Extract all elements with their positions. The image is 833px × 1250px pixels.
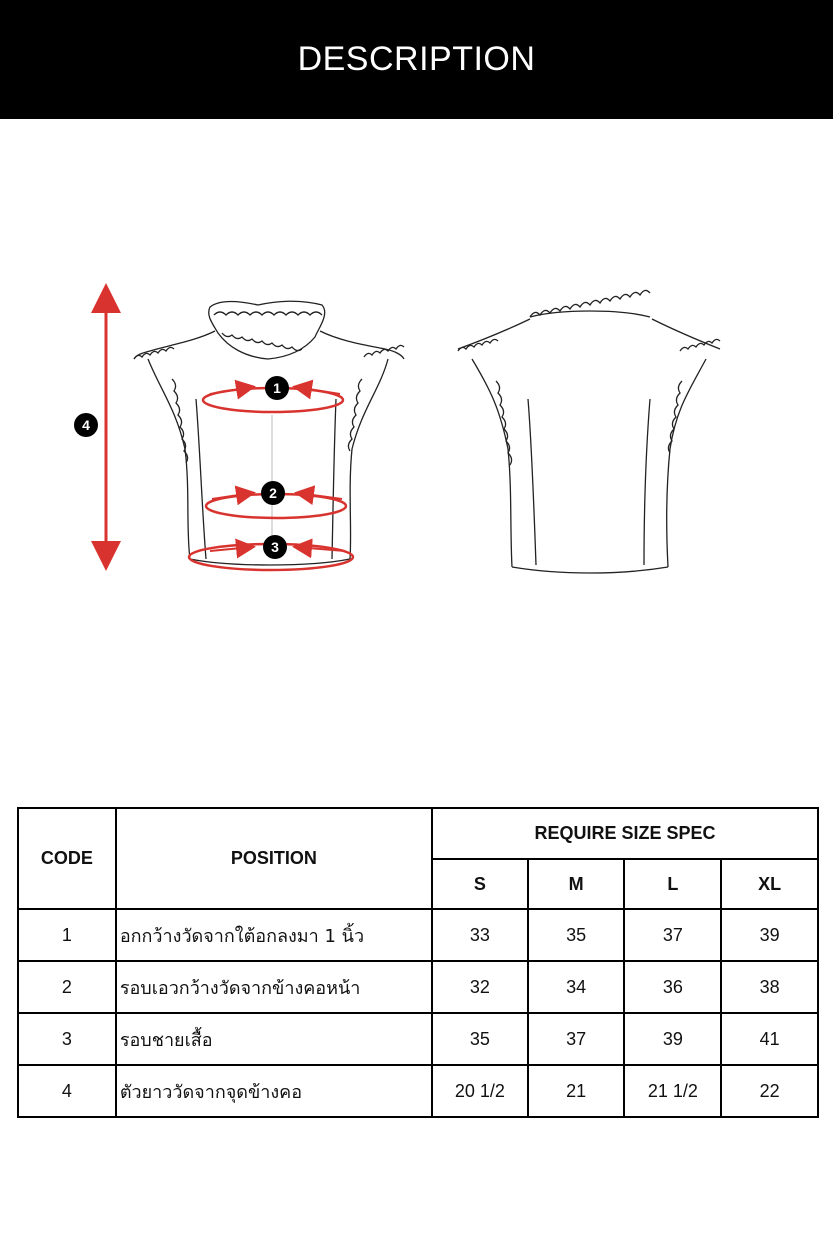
row-value-xl: 39 [721,909,818,961]
row-value-xl: 38 [721,961,818,1013]
table-row [18,909,818,961]
size-header-xl: XL [721,859,818,909]
size-spec-table [17,807,819,1118]
row-value-l: 36 [624,961,721,1013]
row-value-l: 21 1/2 [624,1065,721,1117]
row-code: 4 [18,1065,116,1117]
table-row [18,1013,818,1065]
row-value-m: 34 [528,961,625,1013]
marker-3 [263,535,287,559]
row-position: อกกว้างวัดจากใต้อกลงมา 1 นิ้ว [116,909,432,961]
table-row [18,1065,818,1117]
size-header-m: M [528,859,625,909]
page-title: DESCRIPTION [297,40,536,78]
row-position: รอบชายเสื้อ [116,1013,432,1065]
row-code: 2 [18,961,116,1013]
row-value-s: 20 1/2 [432,1065,528,1117]
row-value-s: 32 [432,961,528,1013]
position-header: POSITION [116,808,432,909]
code-header: CODE [18,808,116,909]
spec-header: REQUIRE SIZE SPEC [432,808,818,859]
back-view-sketch [458,290,720,573]
row-position: ตัวยาววัดจากจุดข้างคอ [116,1065,432,1117]
front-view-sketch [134,301,404,565]
row-value-m: 35 [528,909,625,961]
table-row [18,961,818,1013]
row-code: 3 [18,1013,116,1065]
row-value-xl: 41 [721,1013,818,1065]
row-value-xl: 22 [721,1065,818,1117]
size-header-l: L [624,859,721,909]
page-header [0,0,833,119]
row-value-s: 35 [432,1013,528,1065]
row-value-m: 37 [528,1013,625,1065]
row-value-l: 37 [624,909,721,961]
svg-text:4: 4 [82,417,90,433]
row-value-m: 21 [528,1065,625,1117]
marker-2 [261,481,285,505]
row-code: 1 [18,909,116,961]
size-header-s: S [432,859,528,909]
row-value-s: 33 [432,909,528,961]
svg-text:2: 2 [269,485,277,501]
garment-diagram [0,119,833,679]
svg-text:1: 1 [273,380,281,396]
row-value-l: 39 [624,1013,721,1065]
row-position: รอบเอวกว้างวัดจากข้างคอหน้า [116,961,432,1013]
marker-4 [74,413,98,437]
svg-text:3: 3 [271,539,279,555]
marker-1 [265,376,289,400]
